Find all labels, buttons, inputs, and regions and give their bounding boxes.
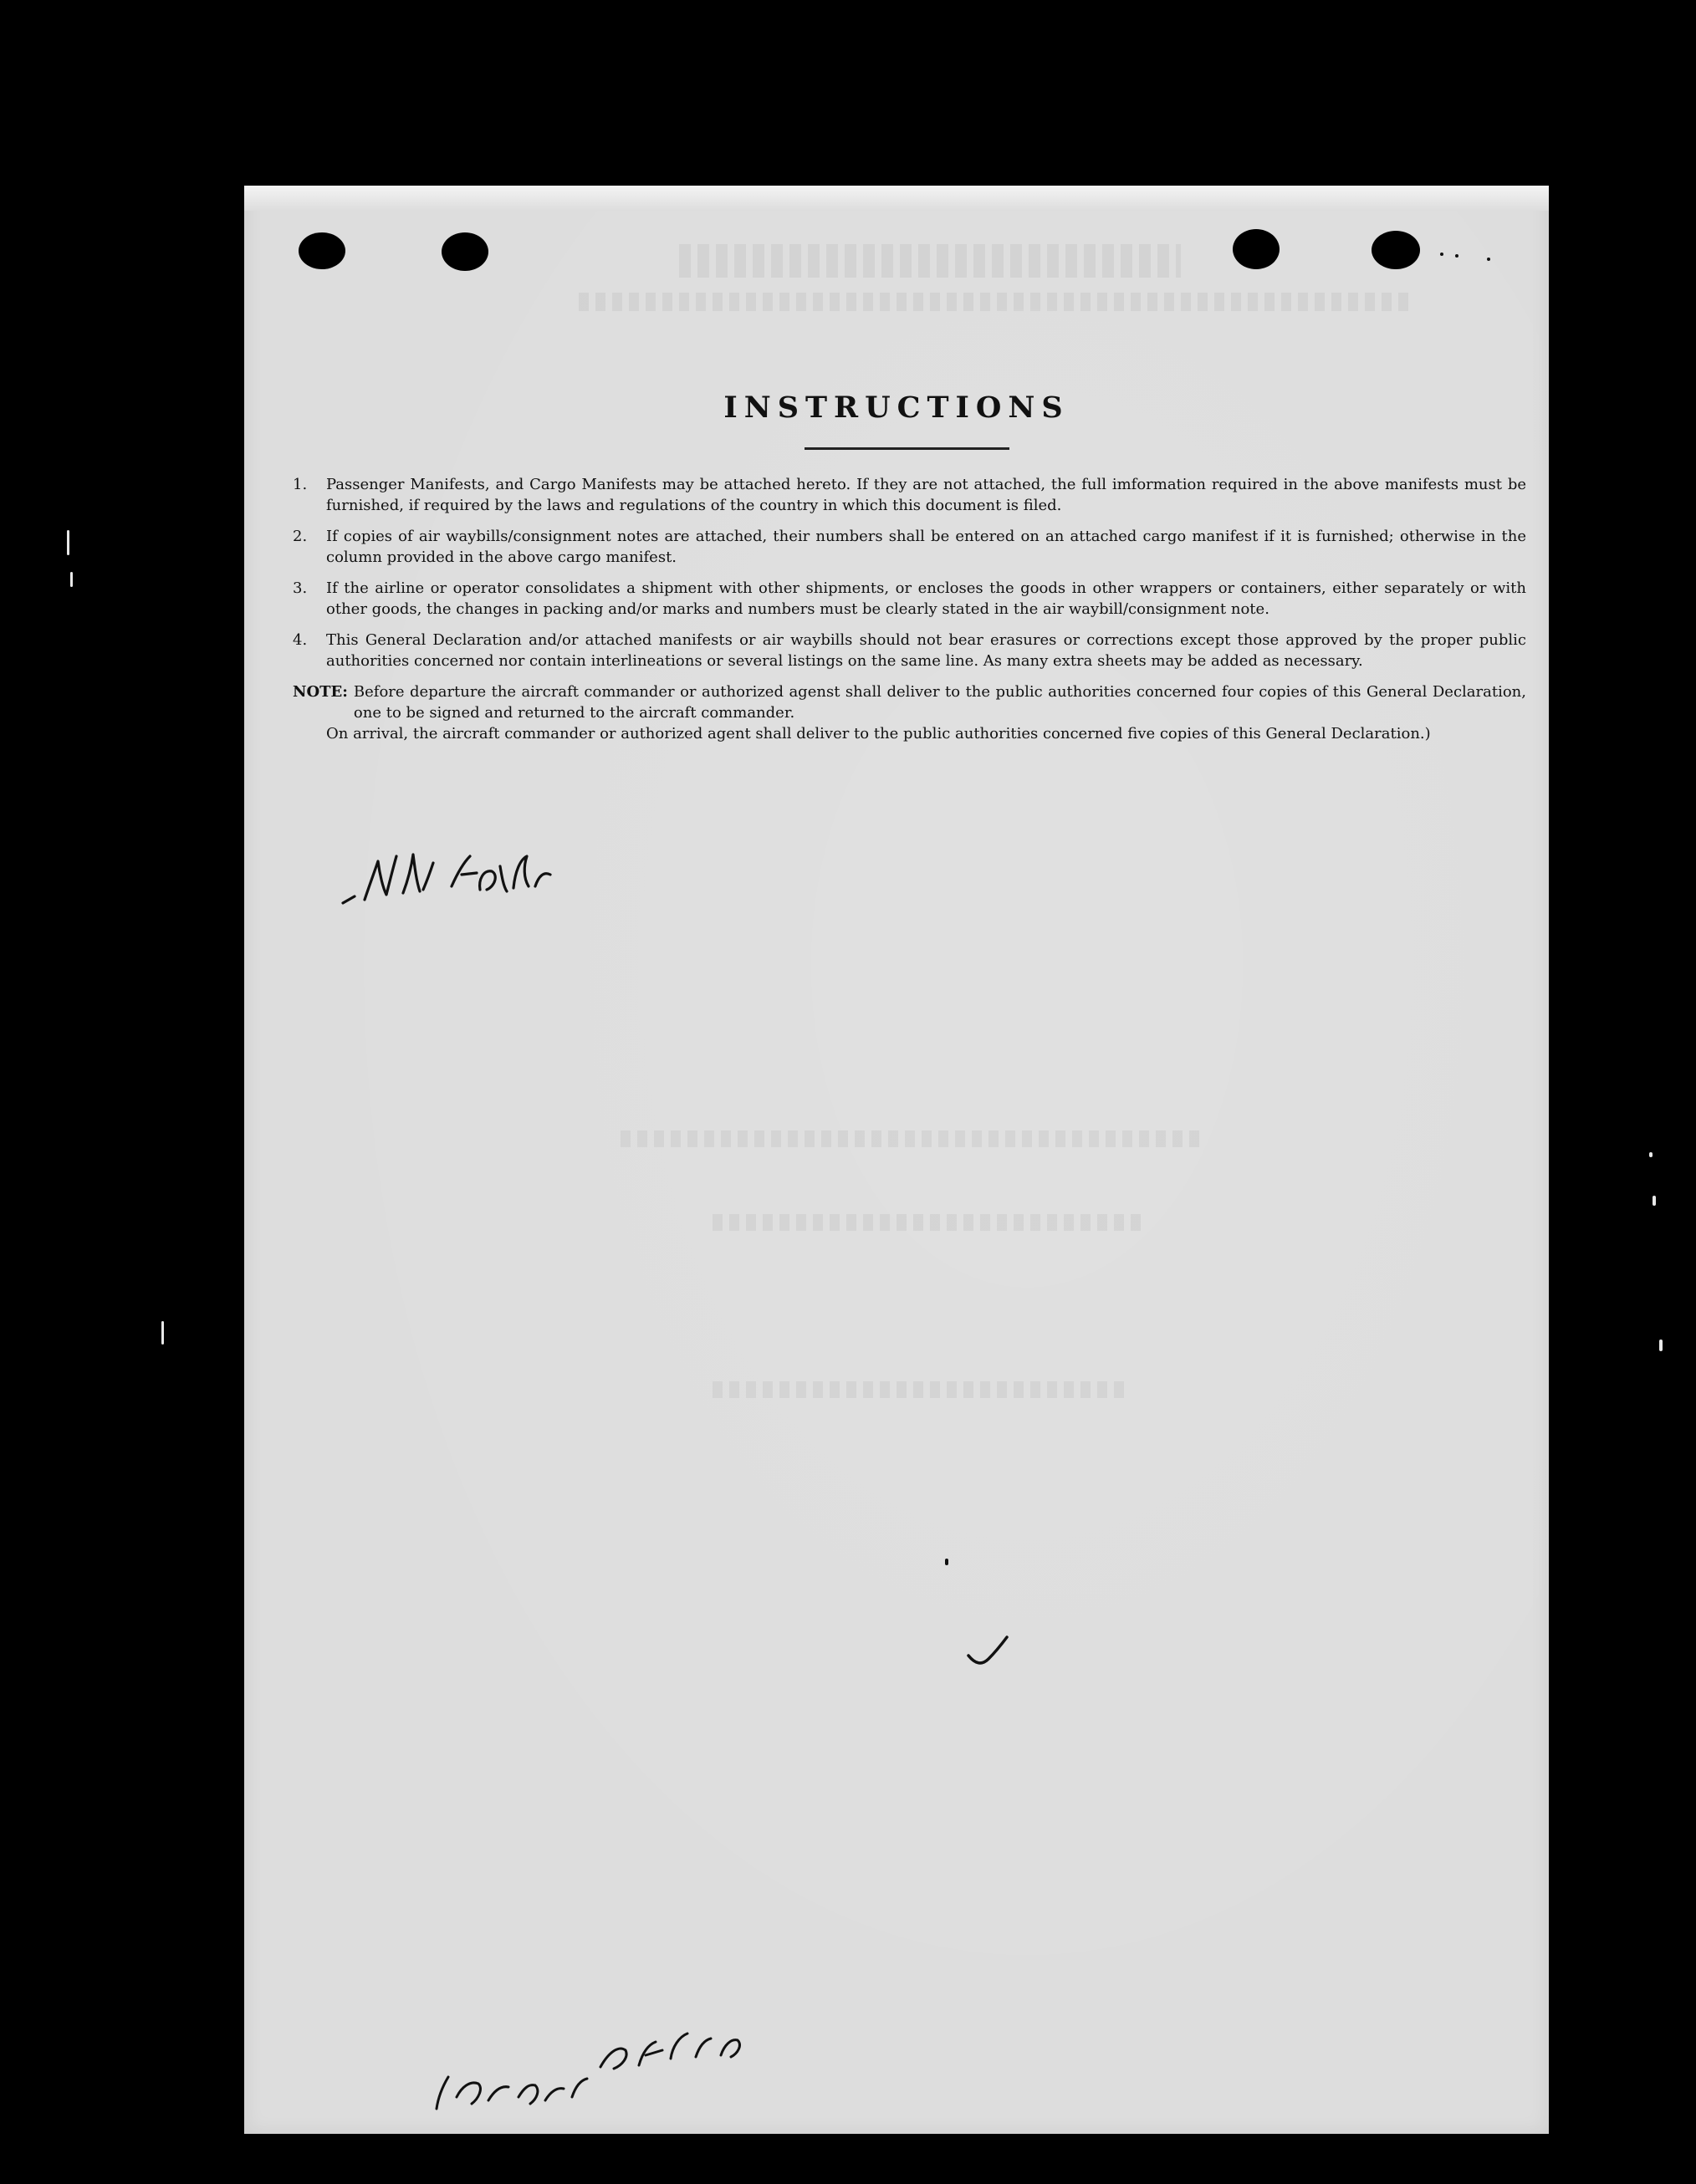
- instruction-item: [293, 526, 1526, 568]
- note-block: [293, 681, 1526, 723]
- punch-hole-3: [1233, 229, 1280, 269]
- item-number: 1.: [293, 476, 308, 493]
- note-arrival-text: On arrival, the aircraft commander or authorized agent shall deliver to the public authorities concerned five copies of this General Declaration.): [326, 725, 1431, 742]
- handwritten-signature: [420, 2017, 771, 2134]
- item-text: If copies of air waybills/consignment notes are attached, their numbers shall be entered on an attached cargo manifest if it is furnished; otherwise in the column provided in the above cargo manifest.: [326, 528, 1526, 566]
- paper-top-edge: [244, 186, 1549, 211]
- document-page: [244, 186, 1549, 2134]
- bleed-through-texture-3: [621, 1130, 1206, 1147]
- scan-artifact-left-2: [70, 572, 73, 587]
- item-text: If the airline or operator consolidates a shipment with other shipments, or encloses the goods in other wrappers or containers, either separately or with other goods, the changes in packing and/or marks and numbers must be clearly stated in the air waybill/consignment note.: [326, 579, 1526, 618]
- punch-hole-4: [1372, 231, 1420, 269]
- bleed-through-texture-5: [713, 1381, 1131, 1398]
- item-text: This General Declaration and/or attached manifests or air waybills should not bear erasures or corrections except those approved by the proper public authorities concerned nor contain interlineations or several listings on the same line. As many extra sheets may be added as necessary.: [326, 631, 1526, 670]
- scan-artifact-right-2: [1653, 1196, 1656, 1206]
- scan-artifact-right-1: [1649, 1152, 1653, 1157]
- bleed-through-texture: [679, 244, 1181, 278]
- scan-artifact-right-3: [1659, 1339, 1663, 1351]
- pen-dot-4: [1487, 258, 1490, 261]
- page-title: INSTRUCTIONS: [723, 390, 1070, 425]
- instruction-item: [293, 630, 1526, 671]
- item-number: 3.: [293, 579, 308, 597]
- bleed-through-texture-2: [579, 293, 1415, 311]
- title-underline: [805, 447, 1009, 450]
- instructions-list: [293, 474, 1526, 744]
- scan-artifact-left-1: [67, 530, 69, 555]
- pen-dot-3: [1455, 254, 1458, 258]
- note-text: Before departure the aircraft commander or authorized agenst shall deliver to the public authorities concerned four copies of this General Declaration, one to be signed and returned to the aircraft commander.: [353, 683, 1526, 722]
- punch-hole-2: [442, 232, 488, 271]
- pen-dot-2: [1440, 253, 1443, 256]
- punch-hole-1: [299, 232, 345, 269]
- pen-dot: [945, 1559, 948, 1565]
- check-mark-icon: [963, 1630, 1014, 1672]
- instruction-item: [293, 474, 1526, 516]
- note-label: NOTE:: [293, 683, 348, 701]
- item-number: 2.: [293, 528, 308, 545]
- item-number: 4.: [293, 631, 308, 649]
- instruction-item: [293, 578, 1526, 620]
- bleed-through-texture-4: [713, 1214, 1147, 1231]
- scan-artifact-left-3: [161, 1321, 164, 1345]
- handwritten-annotation: [336, 838, 587, 930]
- item-text: Passenger Manifests, and Cargo Manifests may be attached hereto. If they are not attached, the full imformation required in the above manifests must be furnished, if required by the laws and regulations of the country in which this document is filed.: [326, 476, 1526, 514]
